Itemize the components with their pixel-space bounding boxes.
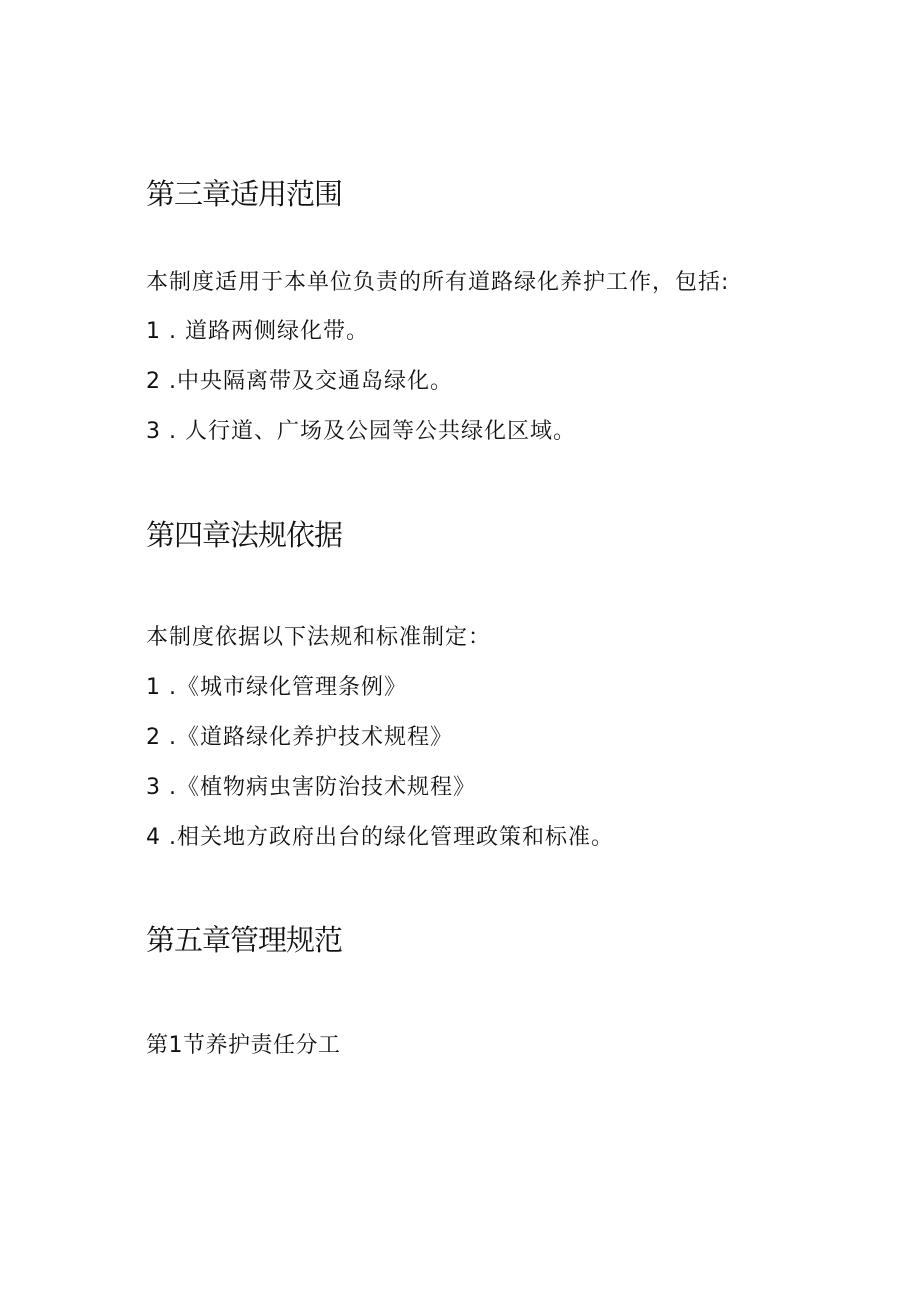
chapter-4-item-4: 4 .相关地方政府出台的绿化管理政策和标准。 [146, 825, 614, 850]
chapter-3-item-3: 3 . 人行道、广场及公园等公共绿化区域。 [146, 419, 576, 444]
chapter-3-item-1: 1 . 道路两侧绿化带。 [146, 319, 369, 344]
section-1-subheading: 第1节养护责任分工 [146, 1033, 341, 1058]
chapter-3-item-2: 2 .中央隔离带及交通岛绿化。 [146, 369, 453, 394]
chapter-3-heading: 第三章适用范围 [146, 177, 343, 211]
chapter-4-heading: 第四章法规依据 [146, 518, 343, 552]
chapter-4-item-3: 3 .《植物病虫害防治技术规程》 [146, 775, 476, 800]
chapter-5-heading: 第五章管理规范 [146, 923, 343, 957]
chapter-4-item-2: 2 .《道路绿化养护技术规程》 [146, 725, 453, 750]
chapter-4-intro: 本制度依据以下法规和标准制定： [146, 625, 492, 650]
chapter-4-item-1: 1 .《城市绿化管理条例》 [146, 675, 407, 700]
chapter-3-intro: 本制度适用于本单位负责的所有道路绿化养护工作，包括: [146, 270, 730, 295]
